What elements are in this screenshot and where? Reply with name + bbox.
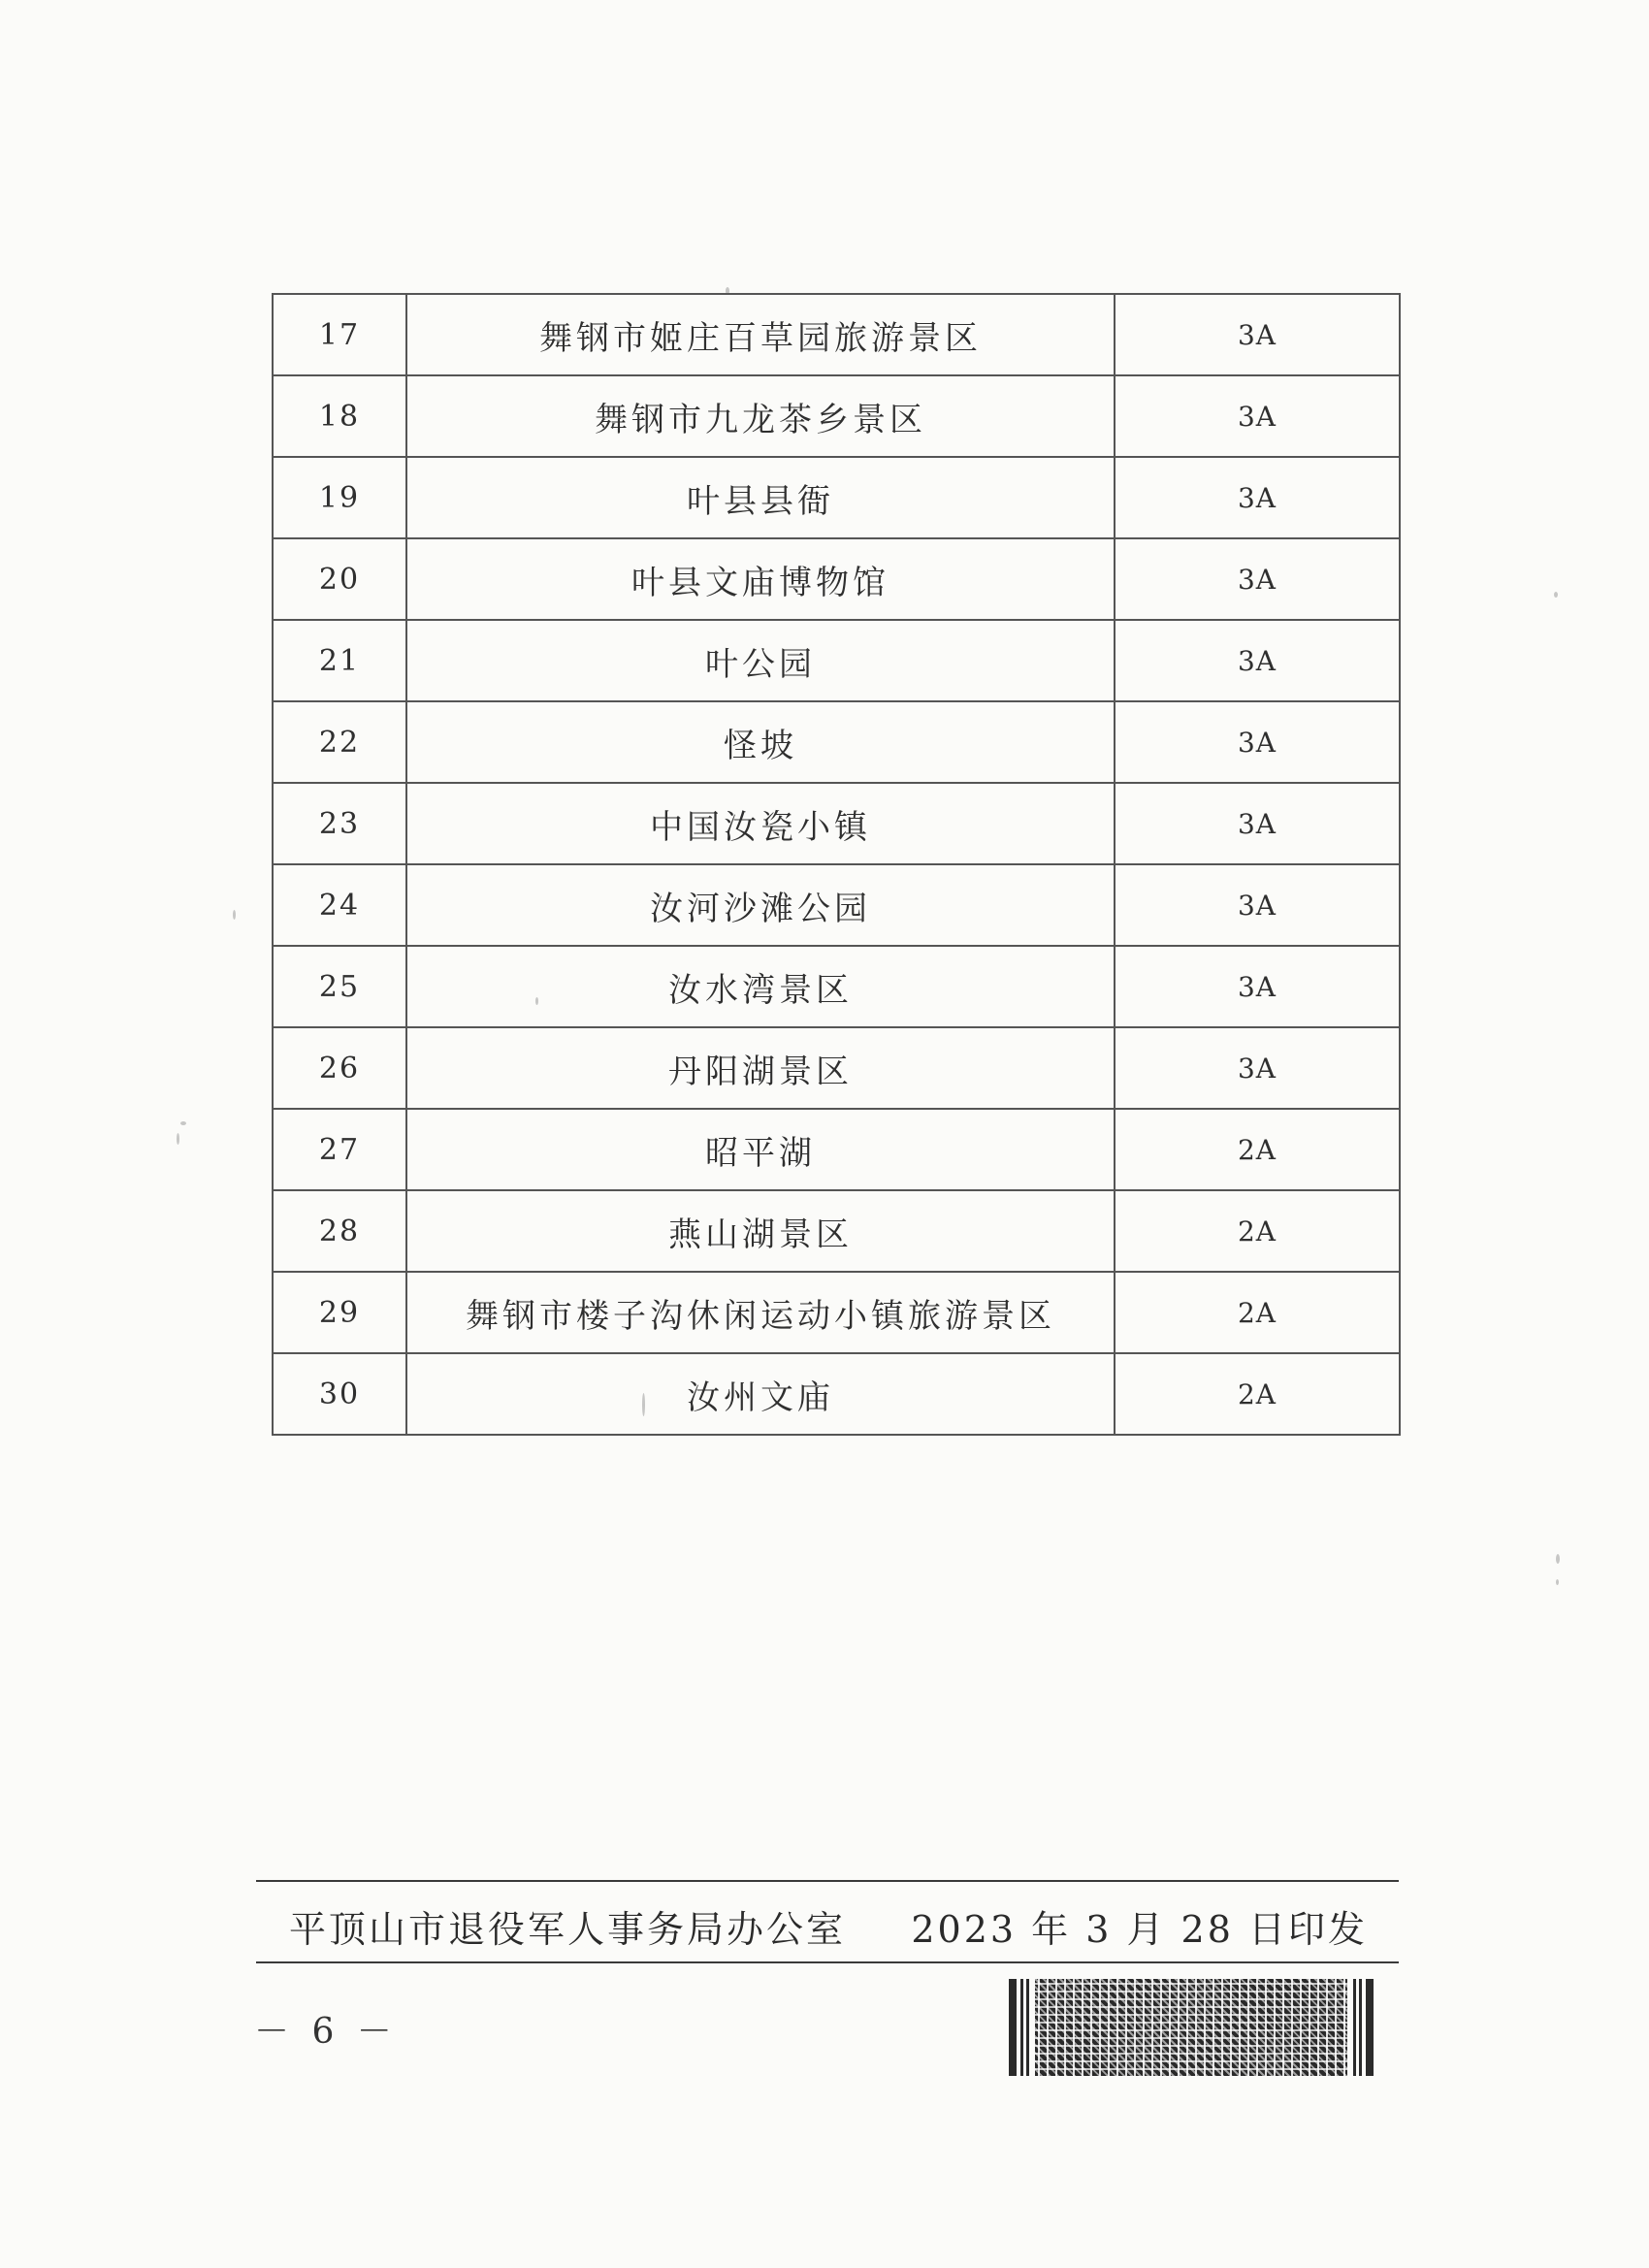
- grade-cell: 2A: [1115, 1272, 1400, 1353]
- grade-cell: 3A: [1115, 294, 1400, 375]
- scan-speck: [177, 1133, 179, 1145]
- row-number-cell: 26: [273, 1027, 406, 1109]
- row-number-cell: 25: [273, 946, 406, 1027]
- grade-cell: 3A: [1115, 783, 1400, 864]
- grade-cell: 3A: [1115, 375, 1400, 457]
- table-row: [273, 701, 1400, 783]
- scenic-name-cell: 汝河沙滩公园: [406, 864, 1115, 946]
- table-row: [273, 783, 1400, 864]
- scenic-name-cell: 怪坡: [406, 701, 1115, 783]
- row-number-cell: 28: [273, 1190, 406, 1272]
- table-row: [273, 457, 1400, 538]
- table-row: [273, 294, 1400, 375]
- page-number: － 6 －: [254, 2012, 398, 2052]
- row-number-cell: 22: [273, 701, 406, 783]
- scenic-area-table-body: [273, 294, 1400, 1435]
- scenic-name-cell: 叶县文庙博物馆: [406, 538, 1115, 620]
- table-row: [273, 1109, 1400, 1190]
- grade-cell: 3A: [1115, 864, 1400, 946]
- scenic-name-cell: 丹阳湖景区: [406, 1027, 1115, 1109]
- row-number-cell: 27: [273, 1109, 406, 1190]
- scan-speck: [1556, 1554, 1560, 1564]
- footer-print-date: 2023 年 3 月 28 日印发: [911, 1908, 1368, 1951]
- scenic-area-table: [272, 293, 1401, 1436]
- row-number-cell: 21: [273, 620, 406, 701]
- scan-speck: [1554, 592, 1558, 598]
- scenic-name-cell: 叶县县衙: [406, 457, 1115, 538]
- scenic-name-cell: 中国汝瓷小镇: [406, 783, 1115, 864]
- barcode-body: [1035, 1979, 1347, 2076]
- grade-cell: 3A: [1115, 538, 1400, 620]
- row-number-cell: 18: [273, 375, 406, 457]
- grade-cell: 3A: [1115, 620, 1400, 701]
- table-row: [273, 946, 1400, 1027]
- grade-cell: 3A: [1115, 946, 1400, 1027]
- table-row: [273, 864, 1400, 946]
- table-row: [273, 1353, 1400, 1435]
- row-number-cell: 30: [273, 1353, 406, 1435]
- grade-cell: 3A: [1115, 457, 1400, 538]
- row-number-cell: 20: [273, 538, 406, 620]
- grade-cell: 2A: [1115, 1109, 1400, 1190]
- table-row: [273, 1027, 1400, 1109]
- table-row: [273, 620, 1400, 701]
- footer-top-rule: [256, 1880, 1399, 1882]
- scan-speck: [1556, 1579, 1559, 1585]
- row-number-cell: 29: [273, 1272, 406, 1353]
- table-row: [273, 1272, 1400, 1353]
- pdf417-barcode-icon: [1009, 1979, 1374, 2076]
- footer-bottom-rule: [256, 1961, 1399, 1963]
- table-row: [273, 1190, 1400, 1272]
- scenic-name-cell: 昭平湖: [406, 1109, 1115, 1190]
- footer-issuer: 平顶山市退役军人事务局办公室: [289, 1908, 847, 1951]
- scan-speck: [233, 910, 236, 920]
- scenic-name-cell: 汝水湾景区: [406, 946, 1115, 1027]
- row-number-cell: 17: [273, 294, 406, 375]
- scenic-name-cell: 汝州文庙: [406, 1353, 1115, 1435]
- grade-cell: 3A: [1115, 1027, 1400, 1109]
- scenic-name-cell: 舞钢市九龙茶乡景区: [406, 375, 1115, 457]
- scenic-name-cell: 舞钢市楼子沟休闲运动小镇旅游景区: [406, 1272, 1115, 1353]
- scenic-name-cell: 舞钢市姬庄百草园旅游景区: [406, 294, 1115, 375]
- scenic-name-cell: 燕山湖景区: [406, 1190, 1115, 1272]
- scenic-name-cell: 叶公园: [406, 620, 1115, 701]
- scenic-area-table-wrap: [272, 293, 1393, 1436]
- row-number-cell: 23: [273, 783, 406, 864]
- row-number-cell: 19: [273, 457, 406, 538]
- scan-speck: [180, 1121, 186, 1125]
- row-number-cell: 24: [273, 864, 406, 946]
- grade-cell: 3A: [1115, 701, 1400, 783]
- grade-cell: 2A: [1115, 1353, 1400, 1435]
- grade-cell: 2A: [1115, 1190, 1400, 1272]
- table-row: [273, 538, 1400, 620]
- table-row: [273, 375, 1400, 457]
